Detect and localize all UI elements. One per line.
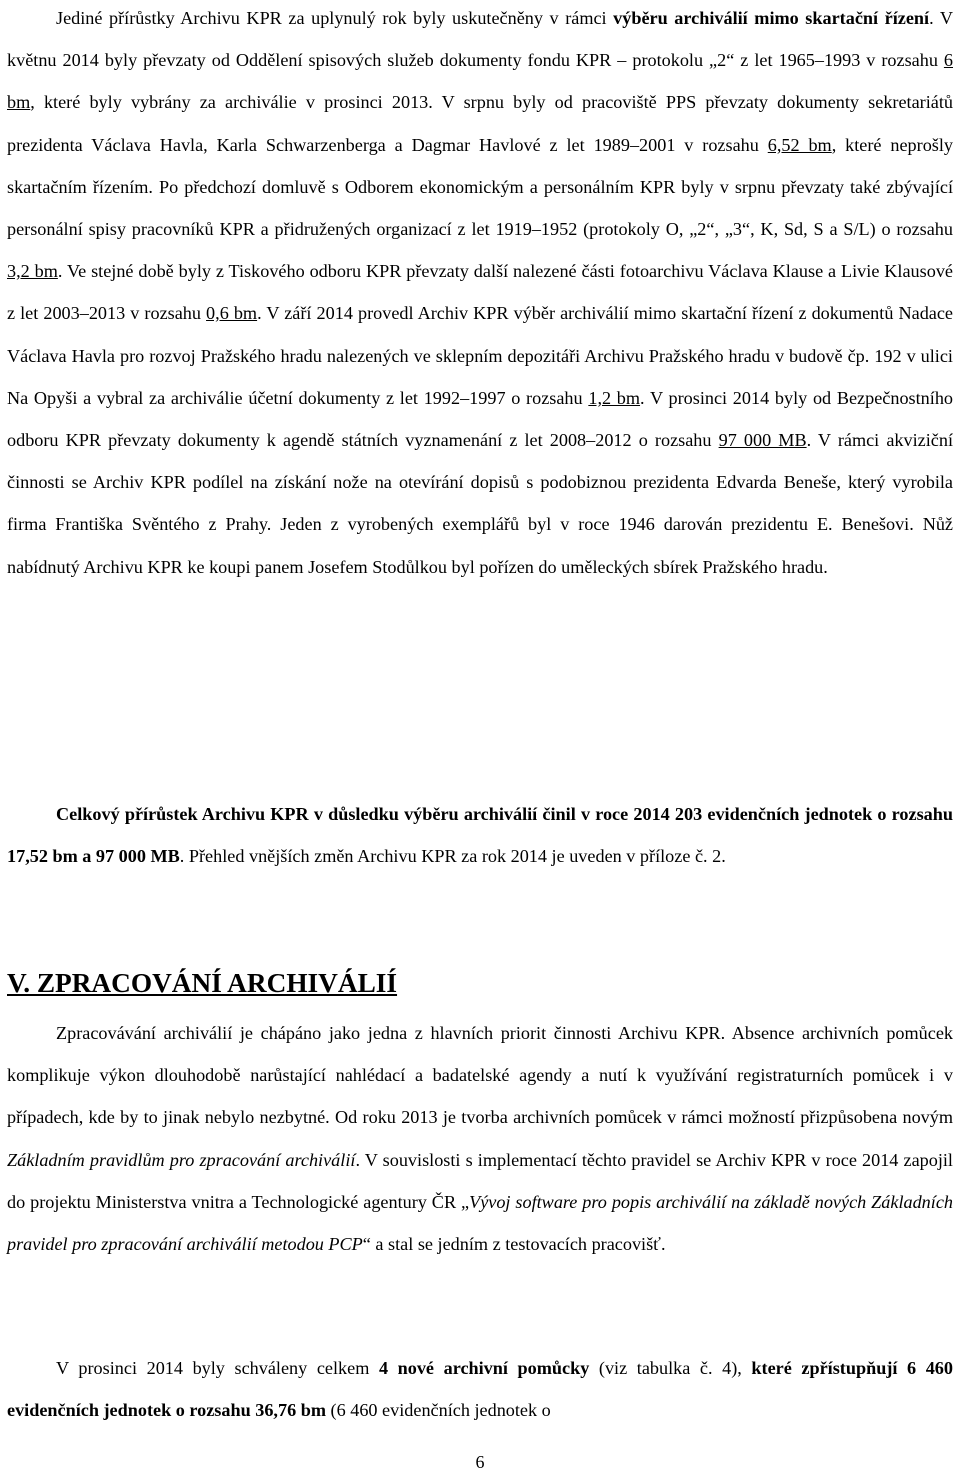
text-span: Zpracovávání archiválií je chápáno jako jedna z hlavních priorit činnosti Archivu KPR. Absence archivních pomůcek komplikuje výkon dlouhodobě narůstající nahlédací a badatelské agendy a nutí k využívání registraturních pomůcek i v případech, kde by to jinak nebylo nezbytné. Od roku 2013 je tvorba archivních pomůcek v rámci možností přizpůsobena novým (7, 1023, 953, 1128)
text-span: . Ve stejné době byly z Tiskového odboru KPR převzaty další nalezené části fotoarchivu Václava Klause a Livie Klausové z let 2003–2013 v rozsahu (7, 261, 953, 324)
bold-text: které zpřístupňují 6 460 evidenčních jednotek o rozsahu 36,76 bm (7, 1358, 953, 1421)
text-span: . V září 2014 provedl Archiv KPR výběr archiválií mimo skartační řízení z dokumentů Nadace Václava Havla pro rozvoj Pražského hradu nalezených ve sklepním depozitáři Archivu Pražského hradu v budově čp. 192 v ulici Na Opyši a vybral za archiválie účetní dokumenty z let 1992–1997 o rozsahu (7, 303, 954, 408)
underlined-extent: 6 bm (7, 50, 953, 113)
paragraph-total-increase (7, 793, 953, 877)
text-span: . V květnu 2014 byly převzaty od Oddělení spisových služeb dokumenty fondu KPR – protokolu „2“ z let 1965–1993 v rozsahu (7, 8, 953, 71)
text-span: . V souvislosti s implementací těchto pravidel se Archiv KPR v roce 2014 zapojil do projektu Ministerstva vnitra a Technologické agentury ČR „ (7, 1149, 953, 1212)
bold-text: výběru archiválií mimo skartační řízení (613, 8, 930, 28)
text-span: . V prosinci 2014 byly od Bezpečnostního odboru KPR převzaty dokumenty k agendě státních vyznamenání z let 2008–2012 o rozsahu (7, 387, 954, 451)
bold-text: Celkový přírůstek Archivu KPR v důsledku výběru archiválií činil v roce 2014 203 evidenčních jednotek o rozsahu 17,52 bm a 97 000 MB (7, 804, 953, 867)
underlined-extent: 97 000 MB (718, 430, 807, 451)
underlined-extent: 1,2 bm (588, 387, 641, 408)
text-span: (viz tabulka č. 4), (589, 1358, 752, 1378)
page-number: 6 (475, 1452, 485, 1472)
paragraph-acquisitions (7, 0, 953, 588)
text-span: . V rámci akviziční činnosti se Archiv KPR podílel na získání nože na otevírání dopisů s podobiznou prezidenta Edvarda Beneše, který vyrobila firma Františka Svěntého z Prahy. Jeden z vyrobených exemplářů byl v roce 1946 darován prezidentu E. Benešovi. Nůž nabídnutý Archivu KPR ke koupi panem Josefem Stodůlkou byl pořízen do uměleckých sbírek Pražského hradu. (7, 430, 953, 577)
underlined-extent: 6,52 bm (767, 134, 832, 155)
text-span: , které neprošly skartačním řízením. Po předchozí domluvě s Odborem ekonomickým a personálním KPR byly v srpnu převzaty také zbývající personální spisy pracovníků KPR a přidružených organizací z let 1919–1952 (protokoly O, „2“, „3“, K, Sd, S a S/L) o rozsahu (7, 134, 954, 240)
text-span: V prosinci 2014 byly schváleny celkem (56, 1358, 379, 1378)
text-span: “ a stal se jedním z testovacích pracovišť. (362, 1234, 666, 1255)
text-span: Jediné přírůstky Archivu KPR za uplynulý rok byly uskutečněny v rámci (56, 8, 614, 28)
underlined-extent: 0,6 bm (206, 303, 258, 324)
text-span: . Přehled vnějších změn Archivu KPR za rok 2014 je uveden v příloze č. 2. (179, 846, 726, 867)
italic-text: Základním pravidlům pro zpracování archiválií (7, 1149, 356, 1170)
paragraph-finding-aids (7, 1347, 953, 1431)
text-span: , které byly vybrány za archiválie v prosinci 2013. V srpnu byly od pracoviště PPS převzaty dokumenty sekretariátů prezidenta Václava Havla, Karla Schwarzenberga a Dagmar Havlové z let 1989–2001 v rozsahu (7, 92, 953, 155)
bold-text: 4 nové archivní pomůcky (378, 1358, 590, 1378)
underlined-extent: 3,2 bm (7, 261, 58, 282)
section-heading: V. ZPRACOVÁNÍ ARCHIVÁLIÍ (7, 968, 398, 998)
text-span: (6 460 evidenčních jednotek o (325, 1400, 551, 1421)
paragraph-processing (7, 1012, 953, 1265)
italic-text: Vývoj software pro popis archiválií na základě nových Základních pravidel pro zpracování archiválií metodou PCP (7, 1191, 953, 1255)
